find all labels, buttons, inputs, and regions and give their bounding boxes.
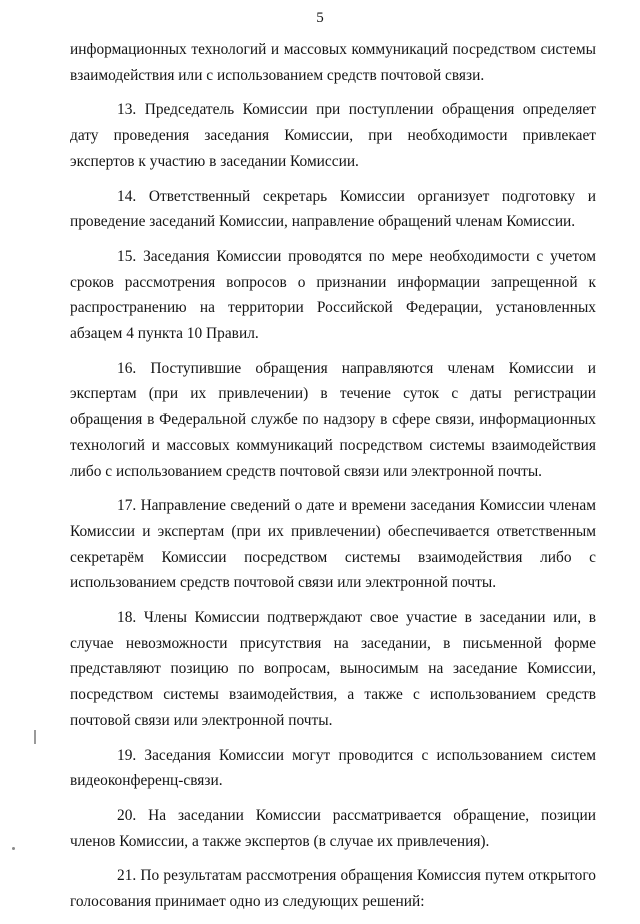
document-body [70,37,596,924]
paragraph-continuation: информационных технологий и массовых коммуникаций посредством системы взаимодействия или с использованием средств почтовой связи. [70,41,596,84]
paragraph-14: 14. Ответственный секретарь Комиссии организует подготовку и проведение заседаний Комиссии, направление обращений членам Комиссии. [70,187,596,231]
scan-artifact-mark [34,730,36,744]
paragraph-19: 19. Заседания Комиссии могут проводится с использованием систем видеоконференц-связи. [70,746,596,790]
paragraph-21: 21. По результатам рассмотрения обращения Комиссия путем открытого голосования принимает одно из следующих решений: [70,867,596,911]
paragraph-16: 16. Поступившие обращения направляются членам Комиссии и экспертам (при их привлечении) в течение суток с даты регистрации обращения в Федеральной службе по надзору в сфере связи, информационных технологий и массовых коммуникаций посредством системы взаимодействия либо с использованием средств почтовой связи или электронной почты. [70,359,596,480]
paragraph-18: 18. Члены Комиссии подтверждают свое участие в заседании или, в случае невозможности присутствия на заседании, в письменной форме представляют позицию по вопросам, выносимым на заседание Комиссии, посредством системы взаимодействия, а также с использованием средств почтовой связи или электронной почты. [70,609,596,729]
paragraph-13: 13. Председатель Комиссии при поступлении обращения определяет дату проведения заседания Комиссии, при необходимости привлекает экспертов к участию в заседании Комиссии. [70,101,596,170]
paragraph-17: 17. Направление сведений о дате и времени заседания Комиссии членам Комиссии и экспертам (при их привлечении) обеспечивается ответственным секретарём Комиссии посредством системы взаимодействия либо с использованием средств почтовой связи или электронной почты. [70,497,596,592]
paragraph-15: 15. Заседания Комиссии проводятся по мере необходимости с учетом сроков рассмотрения вопросов о признании информации запрещенной к распространению на территории Российской Федерации, установленных абзацем 4 пункта 10 Правил. [70,247,596,343]
paragraph-20: 20. На заседании Комиссии рассматривается обращение, позиции членов Комиссии, а также экспертов (в случае их привлечения). [70,806,596,850]
scan-artifact-dot [12,847,15,850]
page-number: 5 [316,10,324,26]
